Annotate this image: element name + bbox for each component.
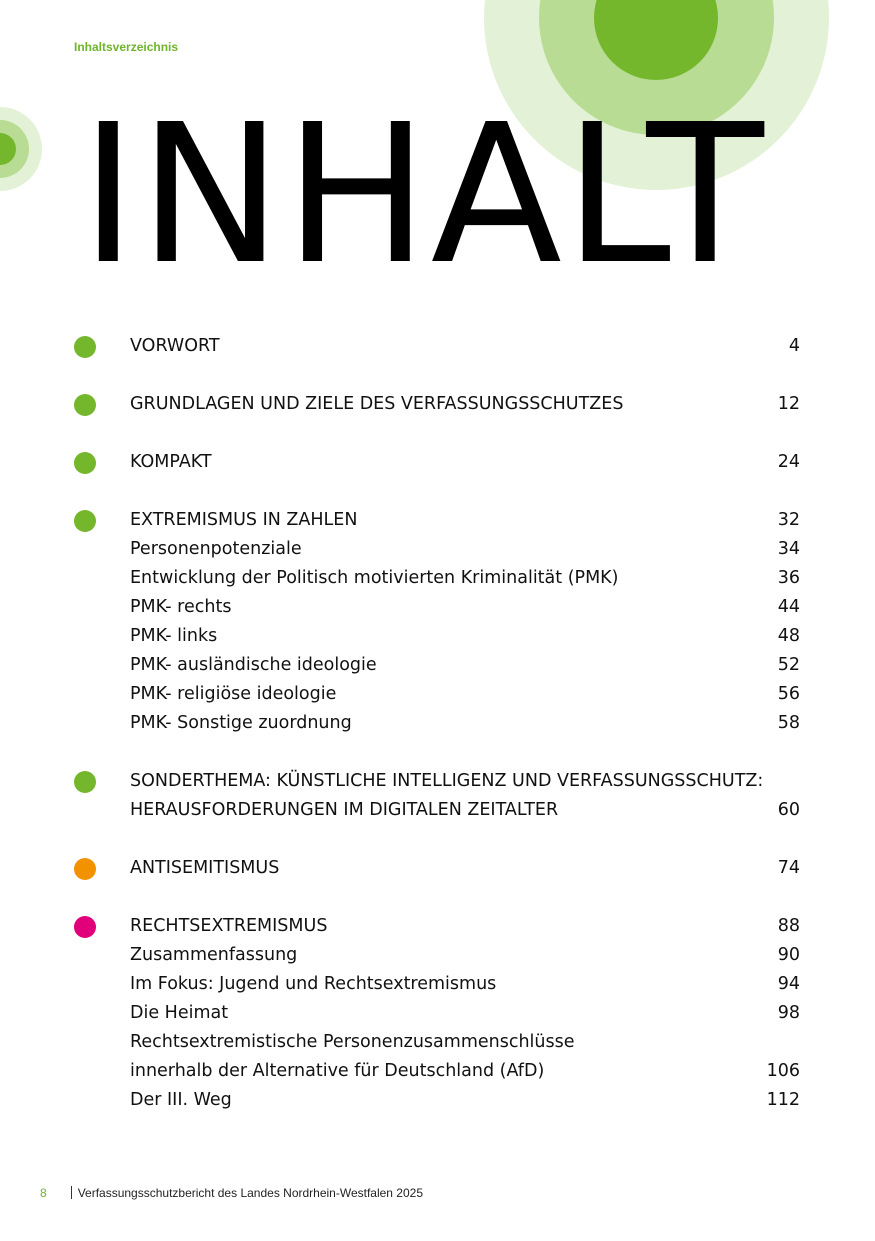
toc-heading-line[interactable] [0, 331, 875, 360]
toc-entry [0, 766, 875, 824]
toc-entry-title: PMK- links [130, 626, 218, 646]
toc-entry [0, 389, 875, 418]
toc-entry-page: 60 [777, 800, 800, 820]
toc-entry-title: PMK- religiöse ideologie [130, 684, 337, 704]
table-of-contents [0, 331, 875, 1114]
toc-entry-title: PMK- ausländische ideologie [130, 655, 377, 675]
toc-entry-title: PMK- rechts [130, 597, 232, 617]
toc-entry-page: 88 [777, 916, 800, 936]
toc-subentry-line[interactable] [0, 940, 875, 969]
toc-subentry-line[interactable] [0, 998, 875, 1027]
toc-heading-line[interactable] [0, 766, 875, 795]
footer-publication-title: Verfassungsschutzbericht des Landes Nordrhein-Westfalen 2025 [77, 1186, 424, 1200]
toc-entry-title: VORWORT [130, 336, 220, 356]
toc-entry-page: 34 [777, 539, 800, 559]
toc-entry [0, 911, 875, 1114]
toc-heading-line[interactable] [0, 505, 875, 534]
section-label: Inhaltsverzeichnis [74, 40, 179, 54]
toc-subentry-line[interactable] [0, 679, 875, 708]
toc-heading-line[interactable] [0, 853, 875, 882]
toc-entry-title: HERAUSFORDERUNGEN IM DIGITALEN ZEITALTER [130, 800, 559, 820]
toc-heading-line[interactable] [0, 447, 875, 476]
toc-entry-title: SONDERTHEMA: KÜNSTLICHE INTELLIGENZ UND VERFASSUNGSSCHUTZ: [130, 771, 764, 791]
toc-entry-page: 56 [777, 684, 800, 704]
toc-entry-page: 44 [777, 597, 800, 617]
toc-entry-title: RECHTSEXTREMISMUS [130, 916, 328, 936]
footer-divider [71, 1186, 72, 1199]
toc-entry-title: Im Fokus: Jugend und Rechtsextremismus [130, 974, 497, 994]
toc-subentry-line[interactable] [0, 969, 875, 998]
toc-subentry-line[interactable] [0, 1085, 875, 1114]
toc-entry-page: 32 [777, 510, 800, 530]
toc-entry-title: ANTISEMITISMUS [130, 858, 280, 878]
toc-entry-page: 90 [777, 945, 800, 965]
toc-entry-page: 12 [777, 394, 800, 414]
toc-entry [0, 331, 875, 360]
toc-entry-page: 4 [788, 336, 800, 356]
toc-subentry-line[interactable] [0, 534, 875, 563]
page-title: INHALT [80, 84, 766, 307]
toc-entry-page: 48 [777, 626, 800, 646]
toc-subentry-line[interactable] [0, 621, 875, 650]
footer [40, 1186, 423, 1200]
toc-entry-page: 106 [766, 1061, 800, 1081]
toc-entry-title: GRUNDLAGEN UND ZIELE DES VERFASSUNGSSCHUTZES [130, 394, 624, 414]
toc-entry-title: KOMPAKT [130, 452, 212, 472]
footer-page-number: 8 [40, 1186, 47, 1200]
toc-entry-page: 36 [777, 568, 800, 588]
toc-subentry-line[interactable] [0, 592, 875, 621]
toc-entry-title: Rechtsextremistische Personenzusammenschlüsse [130, 1032, 575, 1052]
toc-entry-page: 98 [777, 1003, 800, 1023]
toc-entry [0, 505, 875, 737]
toc-entry-page: 52 [777, 655, 800, 675]
toc-heading-line[interactable] [0, 911, 875, 940]
toc-subentry-line[interactable] [0, 563, 875, 592]
toc-entry-title: EXTREMISMUS IN ZAHLEN [130, 510, 358, 530]
toc-entry [0, 447, 875, 476]
toc-entry-page: 74 [777, 858, 800, 878]
toc-heading-line[interactable] [0, 389, 875, 418]
toc-entry-title: Personenpotenziale [130, 539, 302, 559]
toc-entry-title: Entwicklung der Politisch motivierten Kriminalität (PMK) [130, 568, 619, 588]
toc-entry-page: 24 [777, 452, 800, 472]
toc-entry-page: 112 [766, 1090, 800, 1110]
toc-entry-title: PMK- Sonstige zuordnung [130, 713, 352, 733]
toc-subentry-line[interactable] [0, 650, 875, 679]
toc-entry-title: Die Heimat [130, 1003, 229, 1023]
toc-subentry-line[interactable] [0, 795, 875, 824]
toc-entry-title: Der III. Weg [130, 1090, 232, 1110]
toc-subentry-line[interactable] [0, 1027, 875, 1056]
toc-entry-title: Zusammenfassung [130, 945, 298, 965]
toc-entry [0, 853, 875, 882]
toc-entry-title: innerhalb der Alternative für Deutschland (AfD) [130, 1061, 545, 1081]
toc-subentry-line[interactable] [0, 708, 875, 737]
toc-entry-page: 58 [777, 713, 800, 733]
toc-entry-page: 94 [777, 974, 800, 994]
toc-subentry-line[interactable] [0, 1056, 875, 1085]
